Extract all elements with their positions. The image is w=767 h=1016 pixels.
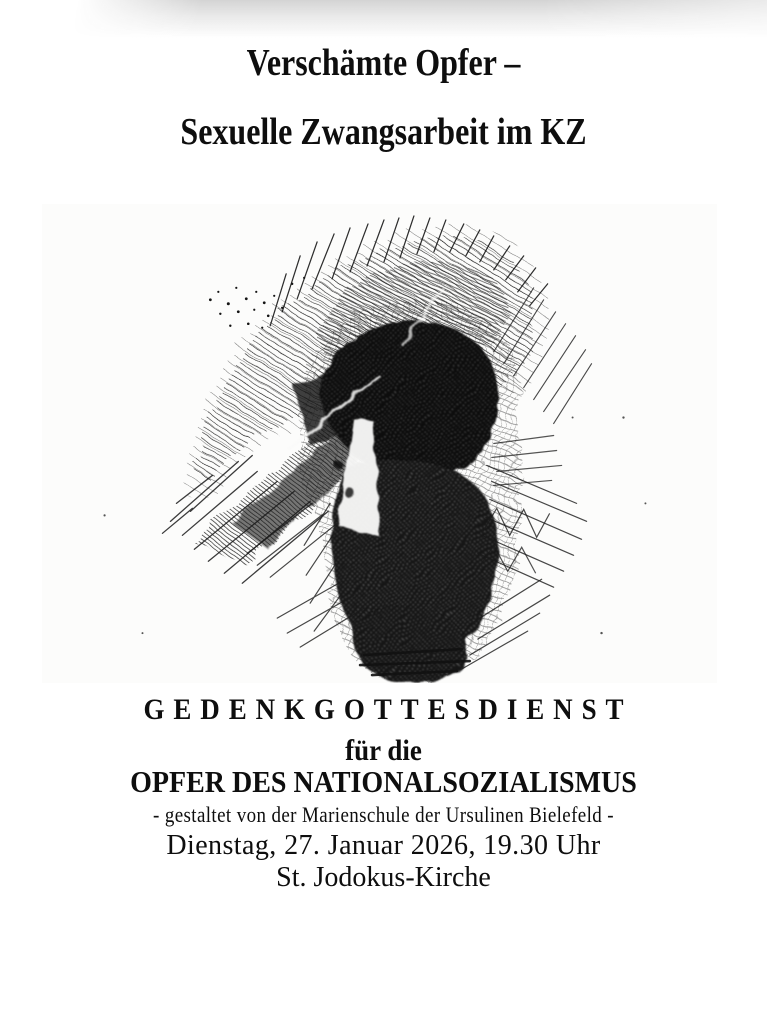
face-sketch-image — [42, 204, 717, 683]
event-datetime: Dienstag, 27. Januar 2026, 19.30 Uhr — [166, 830, 601, 861]
page-top-edge-shadow — [0, 0, 767, 38]
poster-title-line2: Sexuelle Zwangsarbeit im KZ — [180, 109, 587, 153]
event-location: St. Jodokus-Kirche — [276, 862, 491, 893]
event-for-line: für die — [345, 733, 422, 767]
ink-portrait-sketch-icon — [42, 204, 717, 683]
event-dedication: OPFER DES NATIONALSOZIALISMUS — [130, 765, 637, 800]
event-credit-line: - gestaltet von der Marienschule der Ursulinen Bielefeld - — [153, 803, 614, 828]
poster-title-line1: Verschämte Opfer – — [246, 40, 521, 84]
event-heading: GEDENKGOTTESDIENST — [143, 692, 633, 726]
